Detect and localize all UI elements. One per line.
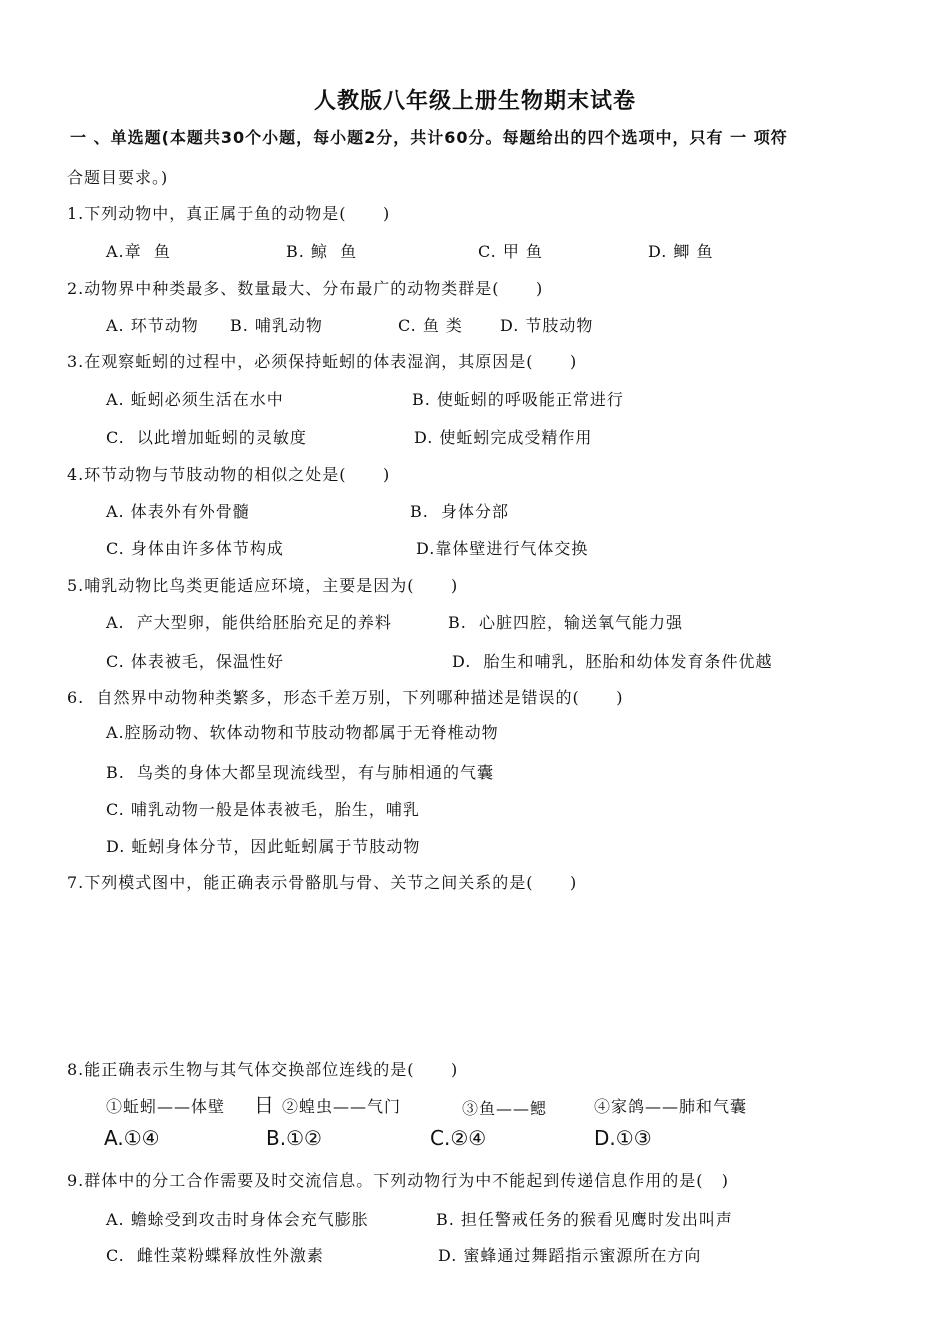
section-heading-cont: 合题目要求。) <box>67 168 169 187</box>
question-2-stem: 2.动物界中种类最多、数量最大、分布最广的动物类群是( ) <box>67 279 544 298</box>
question-4-option-a: A. 体表外有外骨髓 <box>106 502 250 521</box>
question-2-option-d: D. 节肢动物 <box>500 316 594 335</box>
question-3-option-b: B. 使蚯蚓的呼吸能正常进行 <box>412 390 624 409</box>
q8-pair-2: ②蝗虫——气门 <box>282 1097 402 1116</box>
question-1-stem: 1.下列动物中，真正属于鱼的动物是( ) <box>67 204 391 223</box>
question-4-option-d: D.靠体壁进行气体交换 <box>416 539 589 558</box>
question-3-option-d: D. 使蚯蚓完成受精作用 <box>414 428 593 447</box>
question-5-option-c: C. 体表被毛，保温性好 <box>106 652 284 671</box>
page-title: 人教版八年级上册生物期末试卷 <box>313 89 636 114</box>
question-8-option-b: B.①② <box>266 1126 322 1150</box>
question-3-stem: 3.在观察蚯蚓的过程中，必须保持蚯蚓的体表湿润，其原因是( ) <box>67 352 578 371</box>
question-9-stem: 9.群体中的分工合作需要及时交流信息。下列动物行为中不能起到传递信息作用的是( ) <box>67 1171 730 1190</box>
question-3-option-c: C. 以此增加蚯蚓的灵敏度 <box>106 428 307 447</box>
question-1-option-c: C. 甲 鱼 <box>478 242 543 261</box>
question-6-option-a: A.腔肠动物、软体动物和节肢动物都属于无脊椎动物 <box>106 723 499 742</box>
question-1-option-d: D. 鲫 鱼 <box>648 242 714 261</box>
question-2-option-a: A. 环节动物 <box>106 316 199 335</box>
question-5-option-a: A. 产大型卵，能供给胚胎充足的养料 <box>106 613 392 632</box>
question-8-option-d: D.①③ <box>594 1126 652 1150</box>
question-6-option-c: C. 哺乳动物一般是体表被毛，胎生，哺乳 <box>106 800 420 819</box>
question-5-option-b: B. 心脏四腔，输送氧气能力强 <box>448 613 684 632</box>
question-4-stem: 4.环节动物与节肢动物的相似之处是( ) <box>67 465 391 484</box>
q8-pair-4: ④家鸽——肺和气囊 <box>594 1097 748 1116</box>
question-2-option-b: B. 哺乳动物 <box>230 316 323 335</box>
question-9-option-b: B. 担任警戒任务的猴看见鹰时发出叫声 <box>436 1210 733 1229</box>
question-5-option-d: D. 胎生和哺乳，胚胎和幼体发育条件优越 <box>452 652 773 671</box>
question-5-stem: 5.哺乳动物比鸟类更能适应环境，主要是因为( ) <box>67 576 459 595</box>
question-4-option-b: B. 身体分部 <box>410 502 510 521</box>
question-3-option-a: A. 蚯蚓必须生活在水中 <box>106 390 284 409</box>
question-6-stem: 6. 自然界中动物种类繁多，形态千差万别，下列哪种描述是错误的( ) <box>67 688 624 707</box>
question-9-option-a: A. 蟾蜍受到攻击时身体会充气膨胀 <box>106 1210 369 1229</box>
question-6-option-d: D. 蚯蚓身体分节，因此蚯蚓属于节肢动物 <box>106 837 421 856</box>
question-8-option-a: A.①④ <box>104 1126 160 1150</box>
question-7-stem: 7.下列模式图中，能正确表示骨骼肌与骨、关节之间关系的是( ) <box>67 873 578 892</box>
question-1-option-b: B. 鲸 鱼 <box>286 242 358 261</box>
q8-stray-glyph: 日 <box>254 1093 275 1117</box>
section-heading: 一 、单选题(本题共30个小题，每小题2分，共计60分。每题给出的四个选项中，只有 一 项符 <box>70 128 788 147</box>
question-4-option-c: C. 身体由许多体节构成 <box>106 539 284 558</box>
question-2-option-c: C. 鱼 类 <box>398 316 463 335</box>
q8-pair-1: ①蚯蚓——体壁 <box>106 1097 226 1116</box>
question-6-option-b: B. 鸟类的身体大都呈现流线型，有与肺相通的气囊 <box>106 763 495 782</box>
q8-pair-3: ③鱼——鳃 <box>462 1099 548 1118</box>
question-1-option-a: A.章 鱼 <box>106 242 171 261</box>
question-8-option-c: C.②④ <box>430 1126 487 1150</box>
question-8-stem: 8.能正确表示生物与其气体交换部位连线的是( ) <box>67 1060 459 1079</box>
question-9-option-c: C. 雌性菜粉蝶释放性外激素 <box>106 1246 324 1265</box>
question-9-option-d: D. 蜜蜂通过舞蹈指示蜜源所在方向 <box>438 1246 702 1265</box>
